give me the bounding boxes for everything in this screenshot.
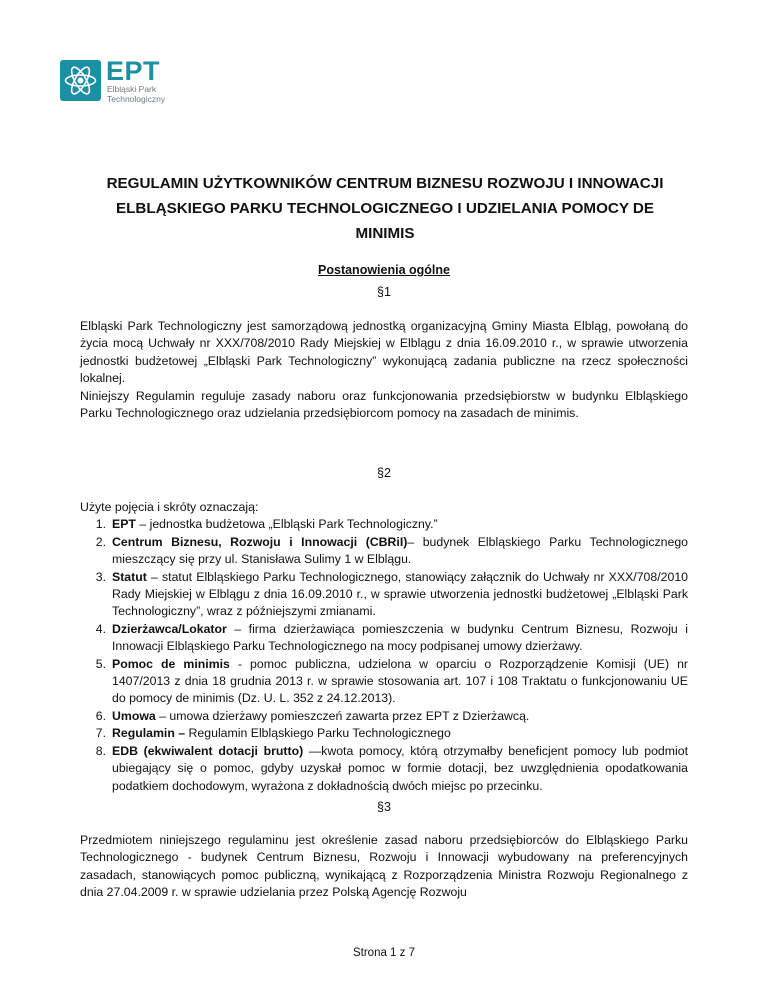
list-item-number: 8.: [95, 743, 106, 758]
list-item-definition: – statut Elbląskiego Parku Technologicznego, stanowiący załącznik do Uchwały nr XXX/708/2010 Rady Miejskiej w Elblągu z dnia 16.09.2010 r., w sprawie utworzenia jednostki budżetowej „Elbląski Park Technologiczny”, wraz z późniejszymi zmianami.: [112, 569, 688, 619]
list-item-definition: - pomoc publiczna, udzielona w oparciu o Rozporządzenie Komisji (UE) nr 1407/2013 z dnia 18 grudnia 2013 r. w sprawie stosowania art. 107 i 108 Traktatu o funkcjonowaniu UE do pomocy de minimis (Dz. U. L. 352 z 24.12.2013).: [112, 656, 688, 706]
logo-name: EPT: [106, 56, 161, 86]
paragraph-mark-1: §1: [377, 285, 391, 299]
definitions-intro: Użyte pojęcia i skróty oznaczają:: [80, 500, 259, 514]
list-item-term: Umowa: [112, 708, 156, 723]
logo-subtitle-line1: Elbląski Park: [107, 84, 157, 94]
list-item: [80, 708, 688, 725]
list-item-definition: – firma dzierżawiąca pomieszczenia w budynku Centrum Biznesu, Rozwoju i Innowacji Elbląskiego Parku Technologicznego na mocy podpisanej umowy dzierżawy.: [112, 621, 688, 654]
document-title: REGULAMIN UŻYTKOWNIKÓW CENTRUM BIZNESU ROZWOJU I INNOWACJI ELBLĄSKIEGO PARKU TECHNOLOGICZNEGO I UDZIELANIA POMOCY DE MINIMIS: [106, 175, 664, 242]
list-item: [80, 656, 688, 708]
section-3-text: [80, 832, 688, 902]
list-item-term: Statut: [112, 569, 147, 584]
definitions-list: [80, 499, 688, 795]
list-item-term: Pomoc de minimis: [112, 656, 230, 671]
page-number: Strona 1 z 7: [352, 947, 415, 959]
list-item: [80, 516, 688, 533]
list-item-number: 1.: [95, 517, 106, 532]
list-item-number: 3.: [95, 569, 106, 584]
section-heading: Postanowienia ogólne: [318, 263, 450, 277]
list-item: [80, 621, 688, 656]
paragraph-mark-3: §3: [377, 800, 391, 814]
section-1-paragraph-1: Elbląski Park Technologiczny jest samorządową jednostką organizacyjną Gminy Miasta Elbląg, powołaną do życia mocą Uchwały nr XXX/708/2010 Rady Miejskiej w Elblągu z dnia 16.09.2010 r., w sprawie utworzenia jednostki budżetowej „Elbląski Park Technologiczny” wykonującą zadania publiczne na rzecz społeczności lokalnej.: [80, 319, 688, 386]
list-item-definition: Regulamin Elbląskiego Parku Technologicznego: [185, 726, 451, 741]
list-item-number: 6.: [95, 708, 106, 723]
list-item-definition: —kwota pomocy, którą otrzymałby beneficjent pomocy lub podmiot ubiegający się o pomoc, gdyby uzyskał pomoc w formie dotacji, bez uwzględnienia opodatkowania podatkiem dochodowym, wyrażona z dokładnością dwóch miejsc po przecinku.: [112, 743, 689, 793]
list-item-definition: – budynek Elbląskiego Parku Technologicznego mieszczący się przy ul. Stanisława Sulimy 1 w Elblągu.: [112, 534, 688, 567]
list-item-term: Centrum Biznesu, Rozwoju i Innowacji (CBRiI): [112, 534, 408, 549]
list-item-term: Regulamin –: [112, 726, 186, 741]
list-item-number: 7.: [95, 726, 106, 741]
logo-subtitle-line2: Technologiczny: [107, 93, 166, 104]
logo-subtitle: [107, 85, 197, 104]
list-item-definition: – umowa dzierżawy pomieszczeń zawarta przez EPT z Dzierżawcą.: [155, 708, 530, 723]
list-item-term: EDB (ekwiwalent dotacji brutto): [112, 743, 304, 758]
section-3-paragraph-1: Przedmiotem niniejszego regulaminu jest określenie zasad naboru przedsiębiorców do Elbląskiego Parku Technologicznego - budynek Centrum Biznesu, Rozwoju i Innowacji wybudowany na preferencyjnych zasadach, stanowiących pomoc publiczną, wynikającą z Rozporządzenia Ministra Rozwoju Regionalnego z dnia 27.04.2009 r. w sprawie udzielania przez Polską Agencję Rozwoju: [80, 833, 688, 900]
list-item-definition: – jednostka budżetowa „Elbląski Park Technologiczny.”: [135, 517, 438, 532]
list-item: [80, 534, 688, 569]
atom-icon: [60, 60, 101, 101]
list-item: [80, 569, 688, 621]
section-1-paragraph-2: Niniejszy Regulamin reguluje zasady naboru oraz funkcjonowania przedsiębiorstw w budynku Elbląskiego Parku Technologicznego oraz udzielania przedsiębiorcom pomocy na zasadach de minimis.: [80, 388, 688, 421]
list-item-number: 4.: [95, 621, 106, 636]
paragraph-mark-2: §2: [377, 466, 391, 480]
section-1-text: [80, 318, 688, 422]
list-item: [80, 725, 688, 742]
list-item-term: EPT: [112, 517, 136, 532]
list-item-number: 2.: [95, 534, 106, 549]
list-item-number: 5.: [95, 656, 106, 671]
ept-logo: [60, 57, 180, 107]
list-item-term: Dzierżawca/Lokator: [112, 621, 227, 636]
list-item: [80, 743, 688, 795]
